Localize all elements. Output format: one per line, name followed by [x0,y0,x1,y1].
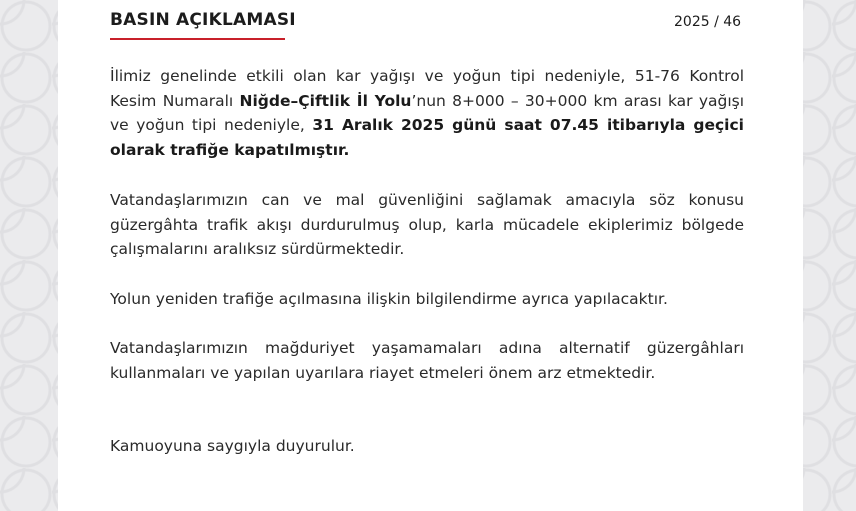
closure-time: 31 Aralık 2025 günü saat 07.45 itibarıyla geçici olarak trafiğe kapatılmıştır. [110,116,744,159]
title-underline [110,38,285,40]
p1-text-1: İlimiz genelinde etkili olan kar yağışı ve yoğun tipi nedeniyle, 51-76 Kontrol Kesim Numaralı [110,67,744,110]
paragraph-alternative-routes: Vatandaşlarımızın mağduriyet yaşamamaları adına alternatif güzergâhları kullanmaları ve yapılan uyarılara riayet etmeleri önem arz etmektedir. [110,339,744,382]
road-name: Niğde–Çiftlik İl Yolu [239,91,412,110]
document-number: 2025 / 46 [674,14,742,30]
p1-text-2: ’nun 8+000 – 30+000 km arası kar yağışı ve yoğun tipi nedeniyle, [110,91,745,134]
paragraph-road-closure [110,64,744,162]
paragraph-closing: Kamuoyuna saygıyla duyurulur. [110,437,355,455]
paragraph-info: Yolun yeniden trafiğe açılmasına ilişkin bilgilendirme ayrıca yapılacaktır. [110,290,668,308]
document-title: BASIN AÇIKLAMASI [110,10,296,30]
paragraph-safety: Vatandaşlarımızın can ve mal güvenliğini sağlamak amacıyla söz konusu güzergâhta trafik akışı durdurulmuş olup, karla mücadele ekiplerimiz bölgede çalışmalarını aralıksız sürdürmektedir. [110,191,744,258]
